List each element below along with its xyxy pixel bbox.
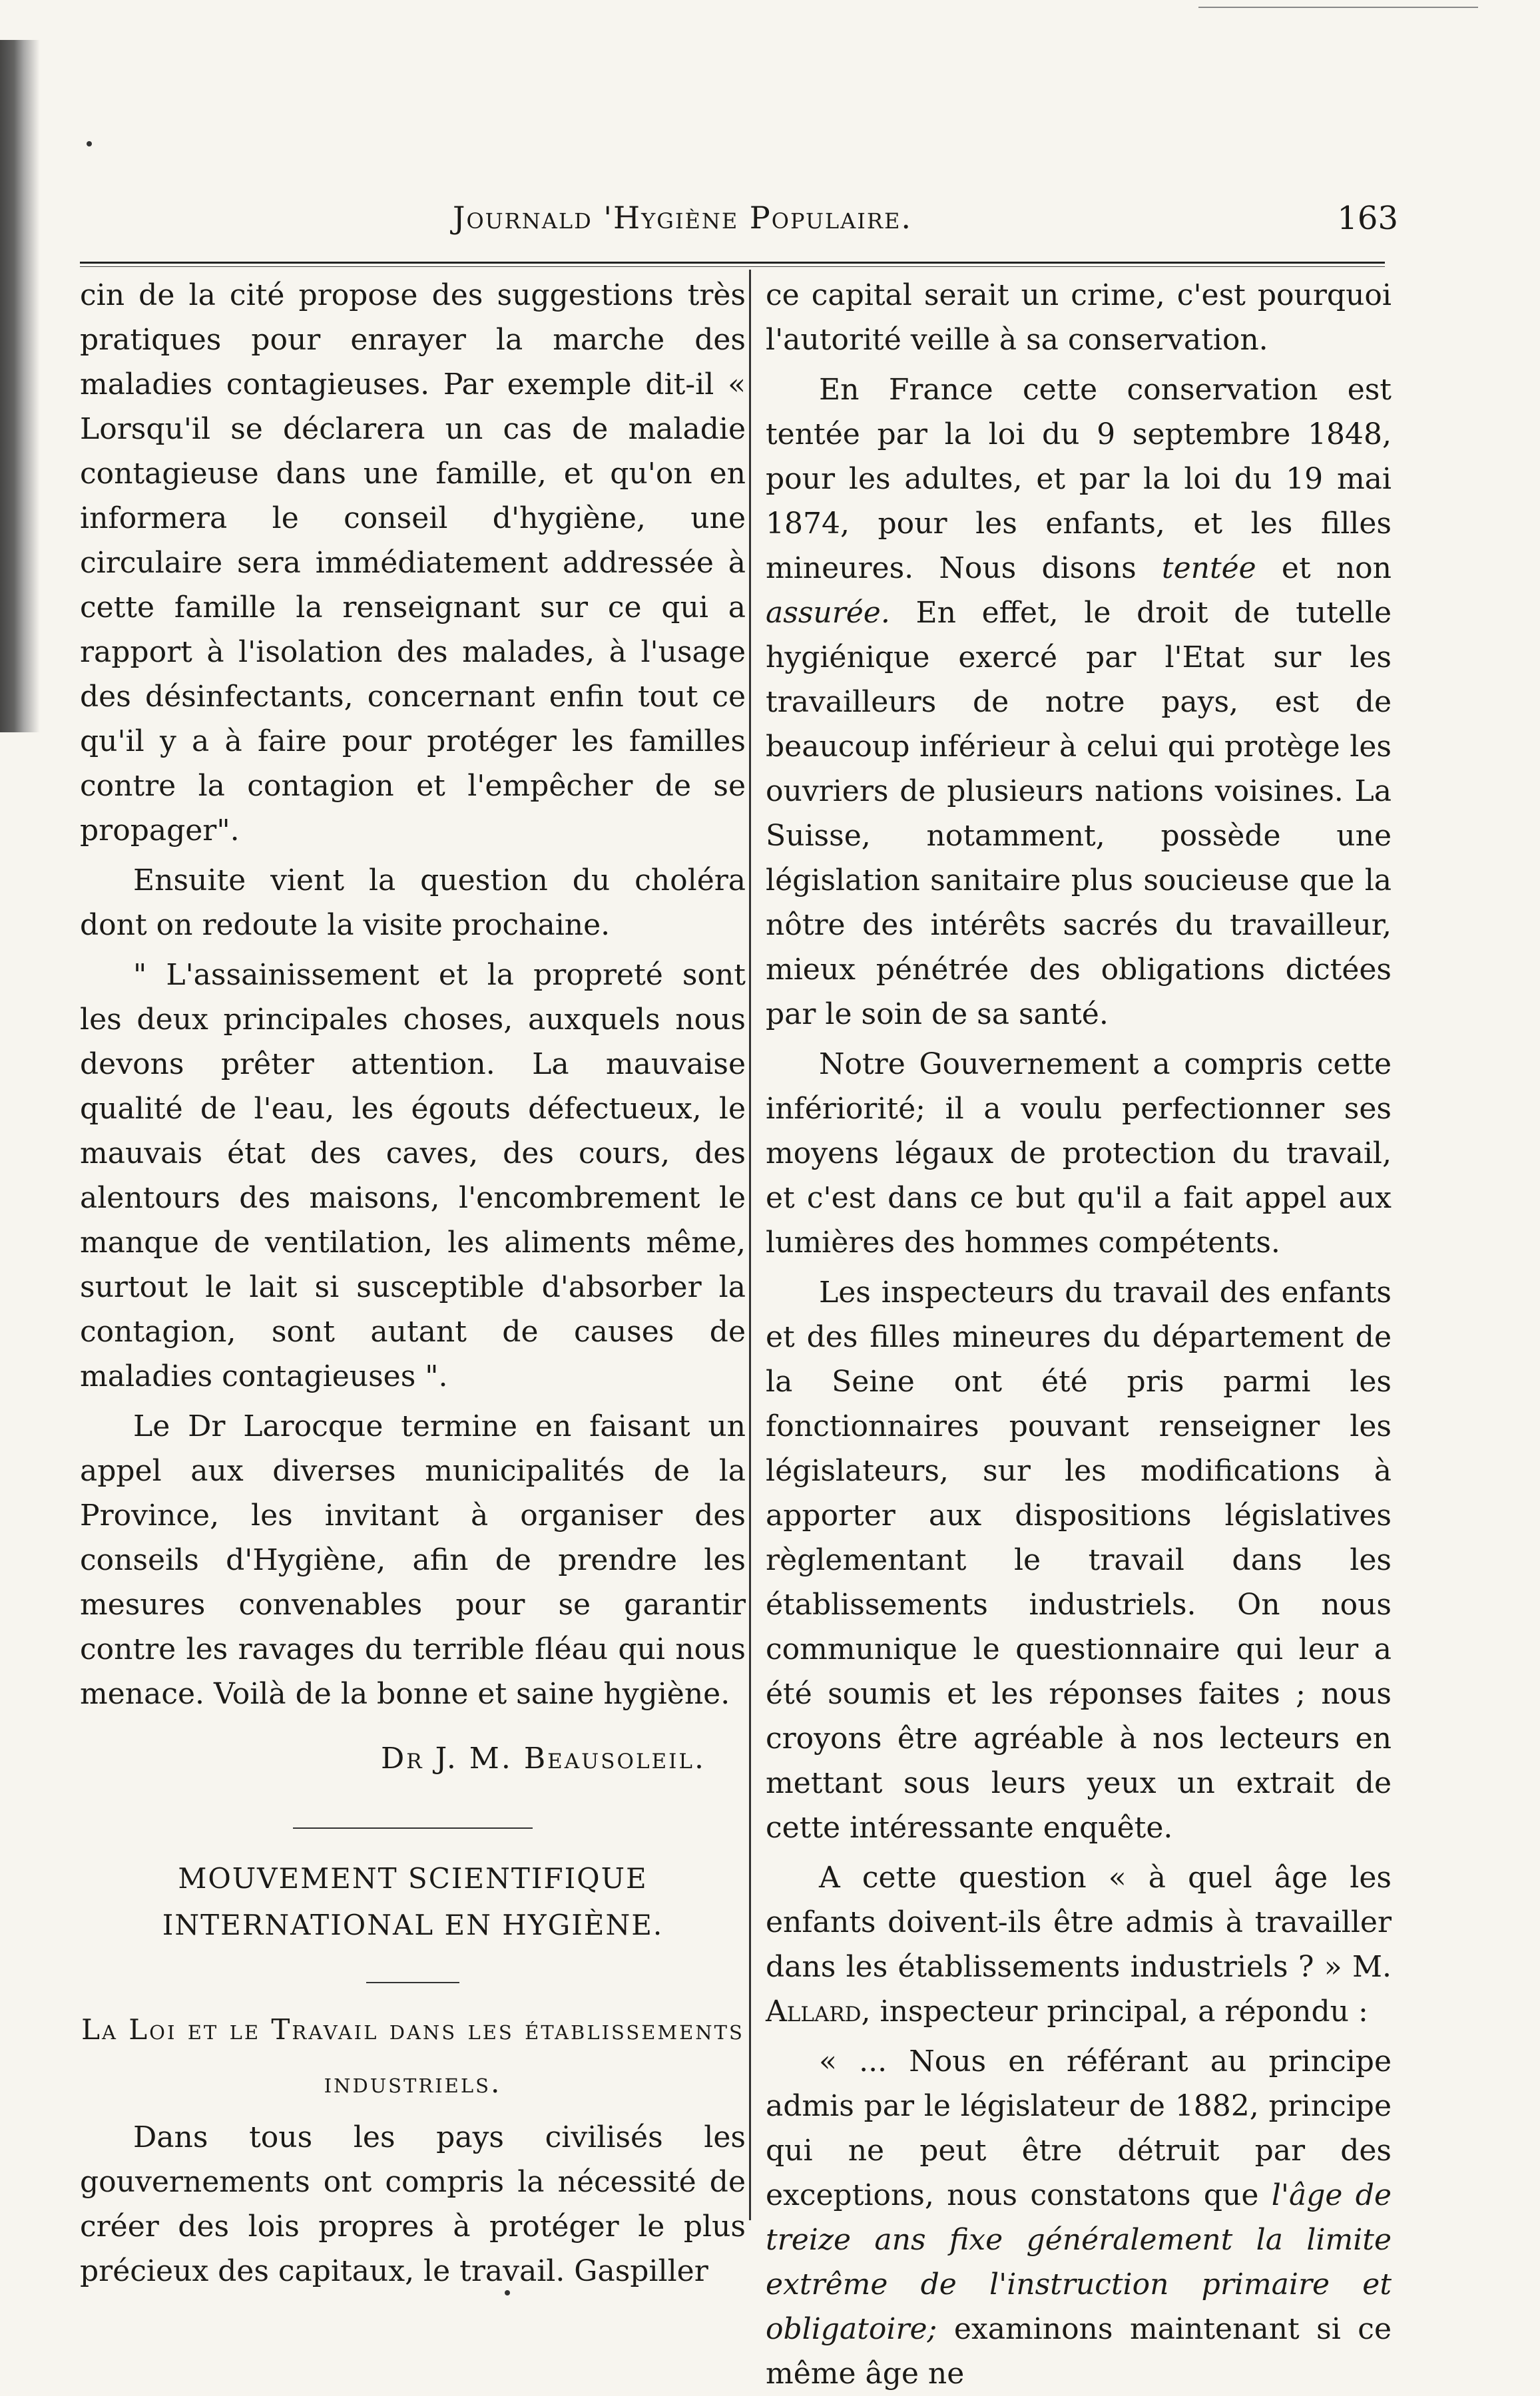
- right-paragraph-5-text-a: A cette question « à quel âge les enfants doivent-ils être admis à travailler dans les établissements industriels ? » M.: [766, 1861, 1392, 1984]
- ink-speck-bottom: [505, 2290, 510, 2295]
- right-paragraph-6-text-a: « ... Nous en référant au principe admis par le législateur de 1882, principe qui ne peut être détruit par des exceptions, nous constatons que: [766, 2044, 1392, 2212]
- right-paragraph-5-text-b: , inspecteur principal, a répondu :: [861, 1995, 1368, 2029]
- right-paragraph-6: [766, 2039, 1392, 2396]
- left-paragraph-4: Le Dr Larocque termine en faisant un appel aux diverses municipalités de la Province, les invitant à organiser des conseils d'Hygiène, afin de prendre les mesures convenables pour se garantir contre les ravages du terrible fléau qui nous menace. Voilà de la bonne et saine hygiène.: [80, 1409, 746, 1711]
- emphasis-age-treize: l'âge de treize ans fixe généralement la limite extrême de l'instruction primaire et obligatoire;: [766, 2178, 1392, 2346]
- header-rule: [80, 262, 1385, 267]
- page-number: 163: [1337, 200, 1398, 237]
- left-paragraph-5: Dans tous les pays civilisés les gouvernements ont compris la nécessité de créer des lois propres à protéger le plus précieux des capitaux, le travail. Gaspiller: [80, 2120, 746, 2288]
- left-paragraph-1: cin de la cité propose des suggestions très pratiques pour enrayer la marche des maladies contagieuses. Par exemple dit-il « Lorsqu'il se déclarera un cas de maladie contagieuse dans une famille, et qu'on en informera le conseil d'hygiène, une circulaire sera immédiatement addressée à cette famille la renseignant sur ce qui a rapport à l'isolation des malades, à l'usage des désinfectants, concernant enfin tout ce qu'il y a à faire pour protéger les familles contre la contagion et l'empêcher de se propager".: [80, 278, 746, 847]
- section-separator: [293, 1827, 533, 1829]
- left-paragraph-2: Ensuite vient la question du choléra dont on redoute la visite prochaine.: [80, 863, 746, 942]
- ink-speck: [87, 141, 92, 146]
- left-column: [80, 273, 746, 2293]
- right-paragraph-4: Les inspecteurs du travail des enfants et des filles mineures du département de la Seine ont été pris parmi les fonctionnaires pouvant renseigner les législateurs, sur les modifications à apporter aux dispositions législatives règlementant le travail dans les établissements industriels. On nous communique le questionnaire qui leur a été soumis et les réponses faites ; nous croyons être agréable à nos lecteurs en mettant sous leurs yeux un extrait de cette intéressante enquête.: [766, 1276, 1392, 1845]
- name-allard: Allard: [766, 1995, 862, 2029]
- right-paragraph-2-text-a: En France cette conservation est tentée par la loi du 9 septembre 1848, pour les adultes, et par la loi du 19 mai 1874, pour les enfants, et les filles mineures. Nous disons: [766, 373, 1392, 585]
- top-edge-rule: [1198, 7, 1478, 8]
- section-title: MOUVEMENT SCIENTIFIQUE INTERNATIONAL EN HYGIÈNE.: [162, 1862, 664, 1941]
- right-paragraph-1: ce capital serait un crime, c'est pourquoi l'autorité veille à sa conservation.: [766, 278, 1392, 357]
- subsection-separator: [366, 1982, 459, 1983]
- right-paragraph-2: [766, 367, 1392, 1037]
- right-column: [766, 273, 1392, 2396]
- right-paragraph-2-text-c: En effet, le droit de tutelle hygiénique exercé par l'Etat sur les travailleurs de notre pays, est de beaucoup inférieur à celui qui protège les ouvriers de plusieurs nations voisines. La Suisse, notamment, possède une législation sanitaire plus soucieuse que la nôtre des intérêts sacrés du travailleur, mieux pénétrée des obligations dictées par le soin de sa santé.: [766, 596, 1392, 1031]
- binding-edge: [0, 40, 40, 732]
- right-paragraph-6-text-b: examinons maintenant si ce même âge ne: [766, 2312, 1392, 2391]
- right-paragraph-3: Notre Gouvernement a compris cette infériorité; il a voulu perfectionner ses moyens légaux de protection du travail, et c'est dans ce but qu'il a fait appel aux lumières des hommes compétents.: [766, 1047, 1392, 1260]
- emphasis-assuree: assurée.: [766, 596, 890, 630]
- running-header: [453, 200, 1398, 240]
- right-paragraph-5: [766, 1855, 1392, 2034]
- left-paragraph-3: " L'assainissement et la propreté sont les deux principales choses, auxquels nous devons prêter attention. La mauvaise qualité de l'eau, les égouts défectueux, le mauvais état des caves, des cours, des alentours des maisons, l'encombrement le manque de ventilation, les aliments même, surtout le lait si susceptible d'absorber la contagion, sont autant de causes de maladies contagieuses ".: [80, 958, 746, 1393]
- right-paragraph-2-text-b: et non: [1256, 551, 1392, 585]
- author-signature: Dr J. M. Beausoleil.: [381, 1742, 706, 1776]
- emphasis-tentee: tentée: [1161, 551, 1256, 585]
- column-divider: [749, 270, 751, 2220]
- section-subtitle: La Loi et le Travail dans les établissements industriels.: [81, 2013, 744, 2099]
- journal-title: Journald 'Hygiène Populaire.: [453, 200, 913, 236]
